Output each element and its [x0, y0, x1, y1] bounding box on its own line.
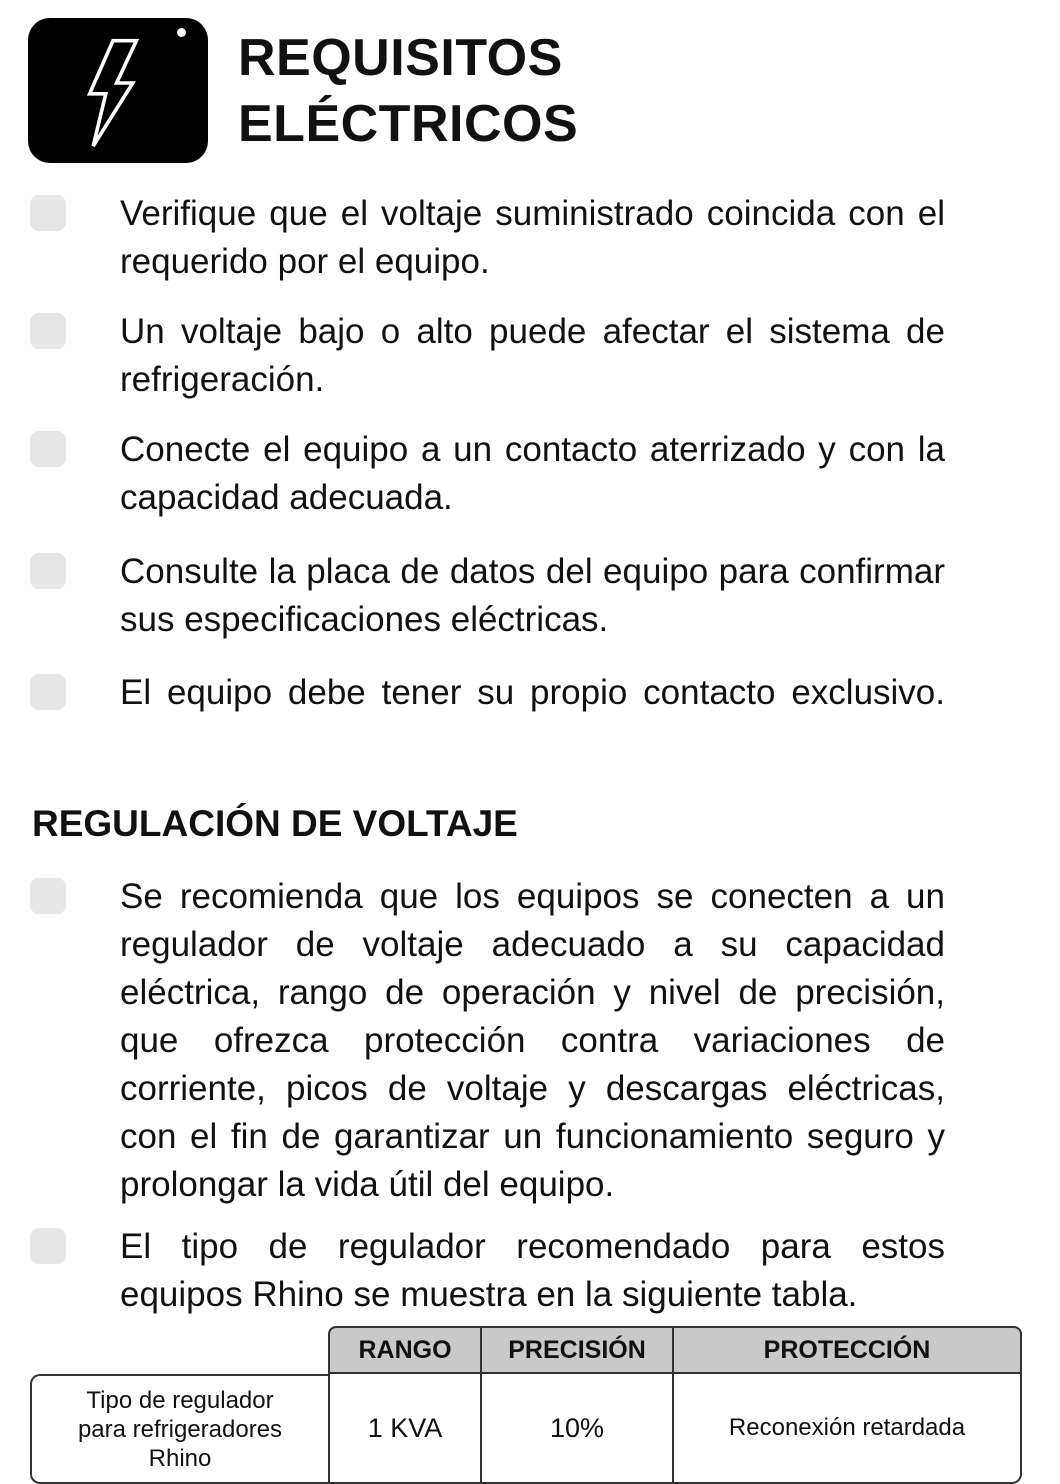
proteccion-cell: Reconexión retardada [672, 1374, 1022, 1484]
column-header-proteccion: PROTECCIÓN [672, 1326, 1022, 1374]
row-label-cell [30, 1374, 328, 1484]
section-title: REGULACIÓN DE VOLTAJE [32, 803, 518, 844]
rango-cell: 1 KVA [328, 1374, 480, 1484]
table-header-row [30, 1326, 1022, 1374]
checkbox[interactable] [30, 674, 66, 710]
row-label-line: para refrigeradores [77, 1415, 283, 1443]
bullet-text: Conecte el equipo a un contacto aterrizado y con la capacidad adecuada. [120, 430, 945, 517]
checkbox[interactable] [30, 878, 66, 914]
bullet-text: Se recomienda que los equipos se conecten a un regulador de voltaje adecuado a su capacidad eléctrica, rango de operación y nivel de precisión, que ofrezca protección contra variaciones de corriente, picos de voltaje y descargas eléctricas, con el fin de garantizar un funcionamiento seguro y prolongar la vida útil del equipo. [120, 877, 945, 1204]
dot-icon [177, 28, 186, 37]
bullet-text: Un voltaje bajo o alto puede afectar el sistema de refrigeración. [120, 312, 945, 399]
lightning-bolt-icon [28, 18, 208, 163]
precision-cell: 10% [480, 1374, 672, 1484]
checkbox[interactable] [30, 431, 66, 467]
row-label-line: Tipo de regulador [86, 1386, 274, 1414]
row-label-line: Rhino [148, 1444, 212, 1472]
bullet-text: El tipo de regulador recomendado para estos equipos Rhino se muestra en la siguiente tabla. [120, 1227, 945, 1314]
column-header-precision: PRECISIÓN [480, 1326, 672, 1374]
table-row [30, 1374, 1022, 1484]
title-line-2: ELÉCTRICOS [238, 94, 579, 153]
checkbox[interactable] [30, 313, 66, 349]
bullet-text: Verifique que el voltaje suministrado coincida con el requerido por el equipo. [120, 194, 945, 281]
checkbox[interactable] [30, 553, 66, 589]
checkbox[interactable] [30, 1228, 66, 1264]
column-header-rango: RANGO [328, 1326, 480, 1374]
bullet-text: Consulte la placa de datos del equipo para confirmar sus especificaciones eléctricas. [120, 552, 945, 639]
checkbox[interactable] [30, 195, 66, 231]
blank-header-cell [30, 1326, 328, 1374]
bullet-text: El equipo debe tener su propio contacto exclusivo. [120, 673, 945, 712]
page-title [238, 25, 578, 157]
regulator-table [30, 1326, 1022, 1484]
page-header [28, 18, 578, 163]
title-line-1: REQUISITOS [238, 28, 563, 87]
